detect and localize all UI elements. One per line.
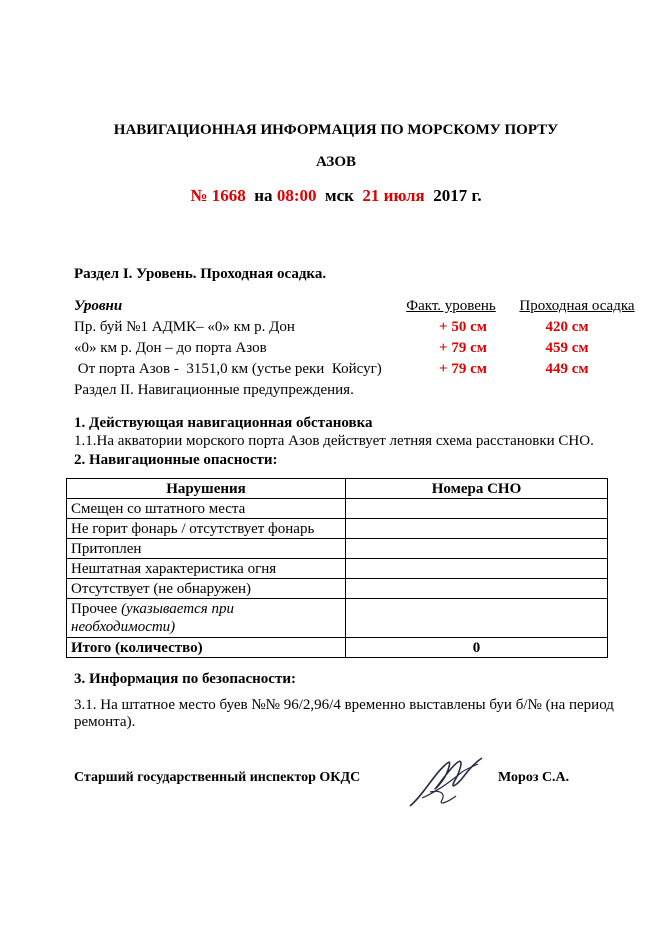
other-note: (указывается при необходимости)	[71, 601, 234, 635]
issue-time: 08:00	[276, 186, 317, 205]
col-levels-header: Уровни	[74, 298, 123, 314]
handwritten-signature	[402, 748, 492, 810]
table-total-row	[67, 638, 608, 658]
col-sno-header: Номера СНО	[346, 479, 608, 499]
total-value: 0	[346, 638, 608, 658]
issue-year: 2017 г.	[433, 186, 482, 205]
hazards-heading: 2. Навигационные опасности:	[74, 452, 278, 468]
table-header-row	[67, 479, 608, 499]
sno-value	[346, 559, 608, 579]
level-row-label: От порта Азов - 3151,0 км (устье реки Койсуг)	[74, 361, 382, 377]
timezone: мск	[324, 186, 354, 205]
issue-number: 1668	[211, 186, 246, 205]
level-row-draft: 449 см	[545, 361, 589, 377]
col-fact-header: Факт. уровень	[406, 298, 496, 314]
sno-value	[346, 539, 608, 559]
sno-value	[346, 599, 608, 638]
violation-label: Отсутствует (не обнаружен)	[67, 579, 346, 599]
level-row-fact: + 50 см	[439, 319, 487, 335]
violation-label: Смещен со штатного места	[67, 499, 346, 519]
violation-label: Не горит фонарь / отсутствует фонарь	[67, 519, 346, 539]
number-prefix: №	[190, 186, 208, 205]
situation-text: 1.1.На акватории морского порта Азов действует летняя схема расстановки СНО.	[74, 433, 594, 449]
signer-position: Старший государственный инспектор ОКДС	[74, 770, 361, 785]
table-row	[67, 519, 608, 539]
table-row	[67, 559, 608, 579]
col-draft-header: Проходная осадка	[519, 298, 635, 314]
level-row-label: Пр. буй №1 АДМК– «0» км р. Дон	[74, 319, 295, 335]
violations-table	[66, 478, 608, 658]
port-name: АЗОВ	[315, 154, 357, 170]
section1-heading: Раздел I. Уровень. Проходная осадка.	[74, 266, 327, 282]
safety-heading: 3. Информация по безопасности:	[74, 671, 296, 687]
violation-label: Нештатная характеристика огня	[67, 559, 346, 579]
table-row	[67, 579, 608, 599]
document-title: НАВИГАЦИОННАЯ ИНФОРМАЦИЯ ПО МОРСКОМУ ПОРТУ	[113, 122, 559, 138]
level-row-fact: + 79 см	[439, 340, 487, 356]
sno-value	[346, 499, 608, 519]
at-label: на	[254, 186, 273, 205]
level-row-draft: 420 см	[545, 319, 589, 335]
issue-date: 21 июля	[362, 186, 425, 205]
signer-name: Мороз С.А.	[498, 770, 570, 785]
col-violations-header: Нарушения	[67, 479, 346, 499]
table-row	[67, 499, 608, 519]
situation-heading: 1. Действующая навигационная обстановка	[74, 415, 373, 431]
violation-label: Притоплен	[67, 539, 346, 559]
sno-value	[346, 579, 608, 599]
total-label: Итого (количество)	[67, 638, 346, 658]
level-row-fact: + 79 см	[439, 361, 487, 377]
safety-text: 3.1. На штатное место буев №№ 96/2,96/4 временно выставлены буи б/№ (на период ремонта).	[74, 697, 614, 730]
issue-line	[0, 186, 672, 206]
table-row	[67, 539, 608, 559]
other-label: Прочее	[71, 601, 118, 617]
section2-heading: Раздел II. Навигационные предупреждения.	[74, 382, 354, 398]
level-row-draft: 459 см	[545, 340, 589, 356]
sno-value	[346, 519, 608, 539]
table-row-other	[67, 599, 608, 638]
level-row-label: «0» км р. Дон – до порта Азов	[74, 340, 267, 356]
other-violation-cell	[67, 599, 346, 638]
